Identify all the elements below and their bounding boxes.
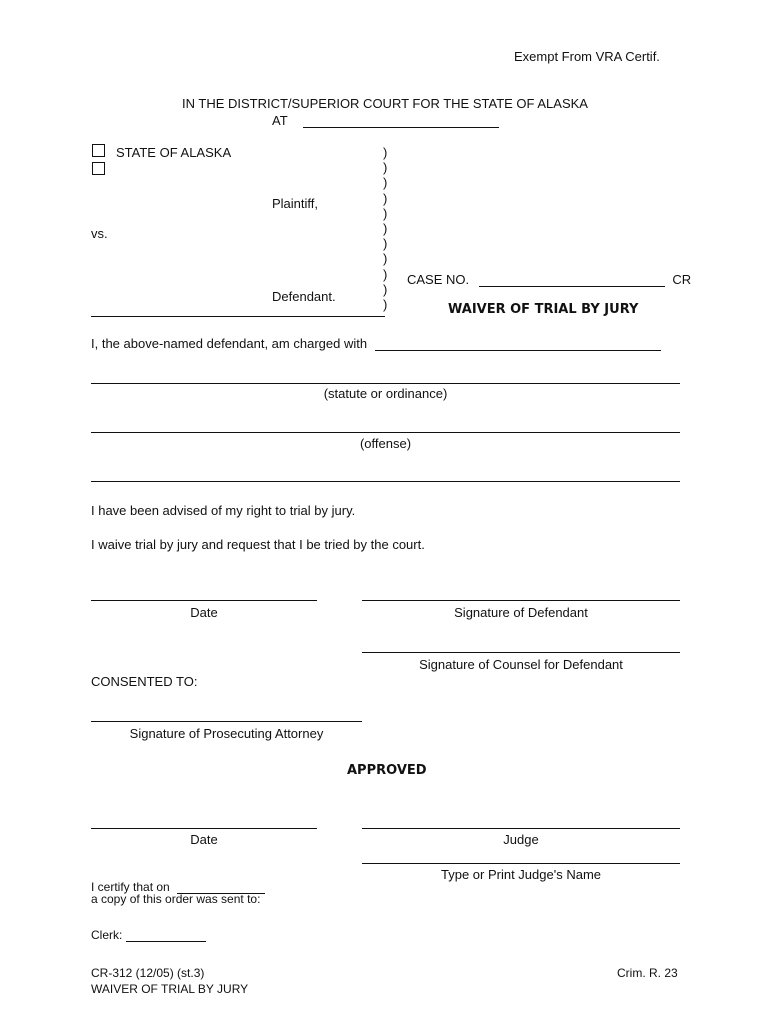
case-suffix: CR — [672, 272, 692, 287]
clerk-line — [91, 928, 206, 942]
court-location-field[interactable] — [303, 116, 499, 128]
defendant-date-label: Date — [190, 605, 218, 620]
paren-mark: ) — [383, 266, 388, 282]
paren-mark: ) — [383, 297, 388, 313]
other-plaintiff-checkbox[interactable] — [92, 162, 105, 175]
defendant-date-line[interactable] — [91, 600, 317, 601]
charged-statement — [91, 336, 661, 351]
counsel-signature-label: Signature of Counsel for Defendant — [419, 657, 623, 672]
defendant-label: Defendant. — [272, 289, 336, 304]
waive-text: I waive trial by jury and request that I be tried by the court. — [91, 537, 425, 552]
plaintiff-label: Plaintiff, — [272, 196, 319, 211]
court-heading: IN THE DISTRICT/SUPERIOR COURT FOR THE STATE OF ALASKA — [182, 96, 588, 111]
court-location — [272, 113, 499, 128]
approved-label: APPROVED — [347, 763, 427, 778]
judge-date-line[interactable] — [91, 828, 317, 829]
certify-text: I certify that on — [91, 880, 170, 894]
statute-line[interactable] — [91, 383, 680, 384]
paren-mark: ) — [383, 190, 388, 206]
case-number-field[interactable] — [479, 275, 665, 287]
court-rule: Crim. R. 23 — [617, 966, 678, 980]
counsel-signature-line[interactable] — [362, 652, 680, 653]
clerk-label: Clerk: — [91, 928, 123, 942]
state-checkbox[interactable] — [92, 144, 105, 157]
paren-mark: ) — [383, 251, 388, 267]
charged-text: I, the above-named defendant, am charged with — [91, 336, 368, 351]
paren-mark: ) — [383, 205, 388, 221]
prosecutor-signature-label: Signature of Prosecuting Attorney — [129, 726, 324, 741]
consented-label: CONSENTED TO: — [91, 674, 198, 689]
charge-field[interactable] — [375, 339, 661, 351]
paren-mark: ) — [383, 281, 388, 297]
exempt-note: Exempt From VRA Certif. — [514, 49, 660, 64]
offense-caption: (offense) — [359, 436, 412, 451]
state-label: STATE OF ALASKA — [116, 145, 232, 160]
judge-name-label: Type or Print Judge's Name — [441, 867, 601, 882]
judge-name-line[interactable] — [362, 863, 680, 864]
statute-caption: (statute or ordinance) — [323, 386, 448, 401]
paren-mark: ) — [383, 145, 388, 160]
defendant-name-line[interactable] — [91, 316, 385, 317]
case-number — [407, 272, 691, 287]
form-number: CR-312 (12/05) (st.3) — [91, 966, 205, 980]
paren-mark: ) — [383, 175, 388, 191]
advised-text: I have been advised of my right to trial by jury. — [91, 503, 356, 518]
paren-mark: ) — [383, 221, 388, 237]
offense-continued-line[interactable] — [91, 481, 680, 482]
form-title: WAIVER OF TRIAL BY JURY — [448, 302, 639, 317]
form-name: WAIVER OF TRIAL BY JURY — [91, 982, 249, 996]
defendant-signature-label: Signature of Defendant — [454, 605, 588, 620]
case-no-label: CASE NO. — [407, 272, 470, 287]
certify-copy-text: a copy of this order was sent to: — [91, 892, 261, 906]
at-label: AT — [272, 113, 288, 128]
prosecutor-signature-line[interactable] — [91, 721, 362, 722]
judge-signature-label: Judge — [503, 832, 539, 847]
offense-line[interactable] — [91, 432, 680, 433]
judge-date-label: Date — [190, 832, 218, 847]
judge-signature-line[interactable] — [362, 828, 680, 829]
paren-mark: ) — [383, 160, 388, 176]
clerk-field[interactable] — [126, 930, 206, 942]
paren-mark: ) — [383, 236, 388, 252]
defendant-signature-line[interactable] — [362, 600, 680, 601]
caption-parentheses — [383, 145, 387, 312]
vs-label: vs. — [91, 226, 108, 241]
